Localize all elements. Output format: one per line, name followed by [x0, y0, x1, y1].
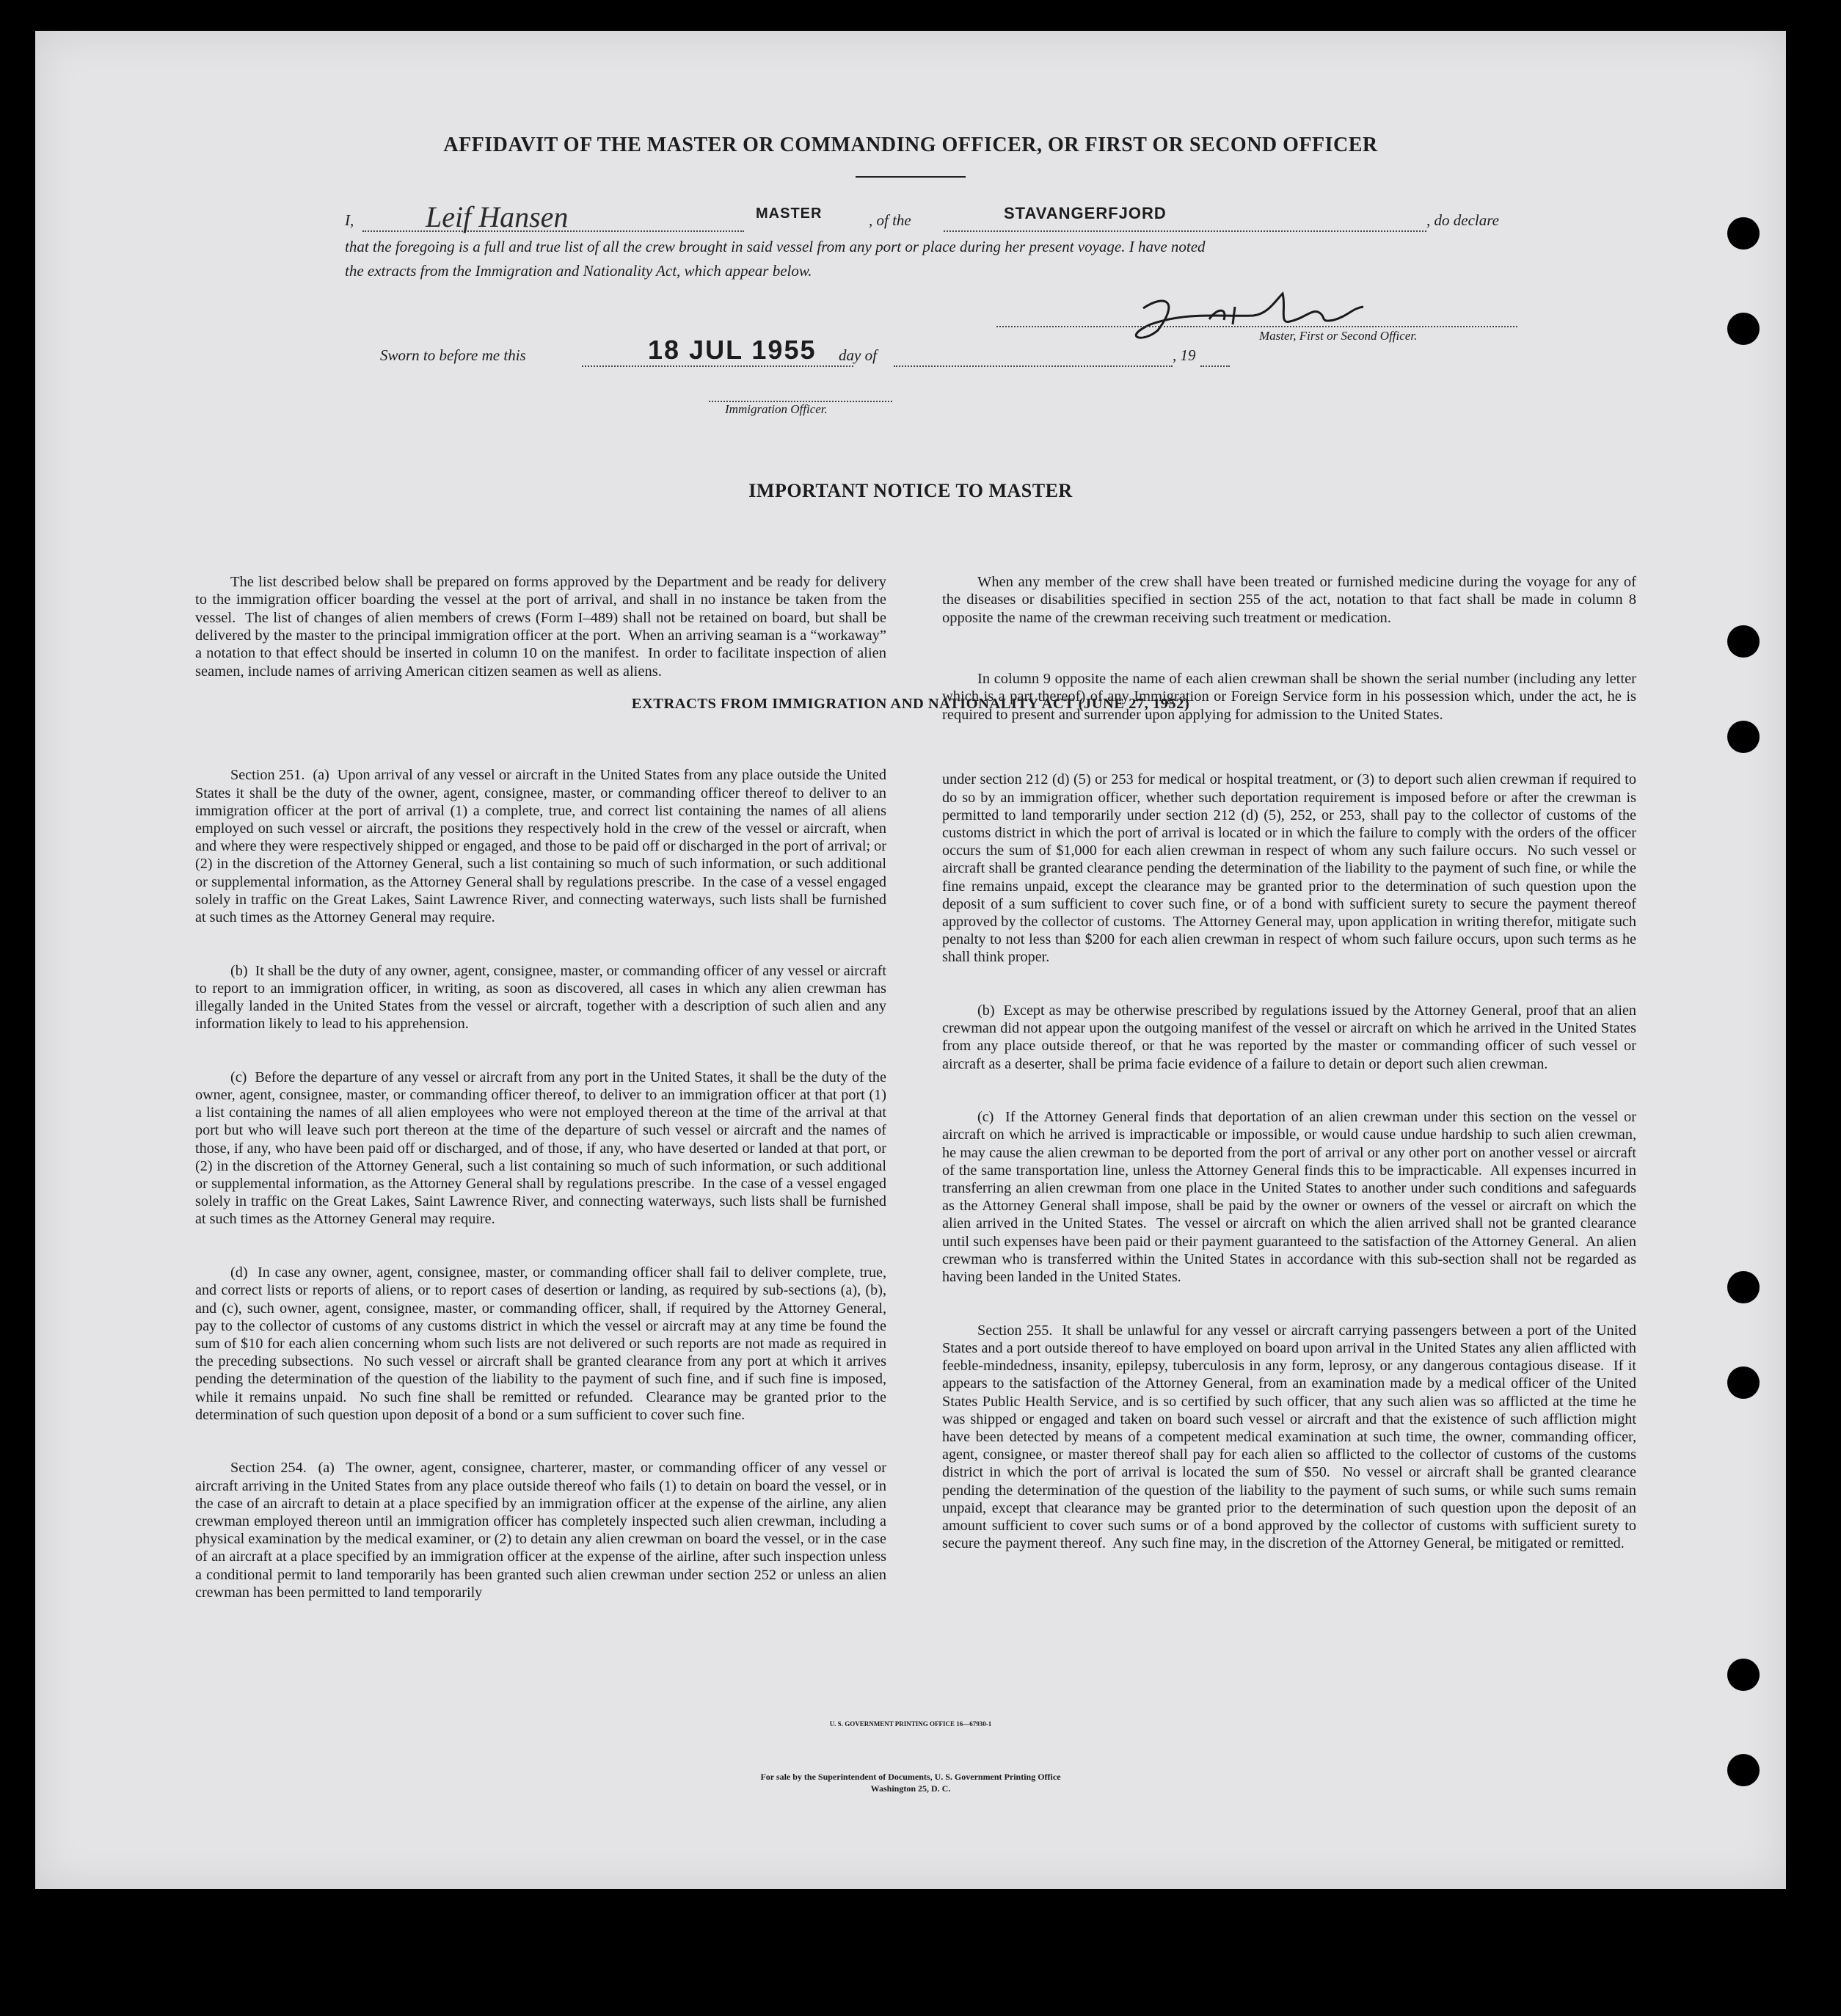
section-255: Section 255. It shall be unlawful for any vessel or aircraft carrying passengers between a port of the United States and a port outside thereof to have employed on board upon arrival in the United States any alien afflicted with feeble-mindedness, insanity, epilepsy, tuberculosis in any form, leprosy, or any dangerous contagious disease. If it appears to the satisfaction of the Attorney General, from an examination made by a medical officer of the United States Public Health Service, and is so certified by such officer, that any such alien was so afflicted at the time he was shipped or engaged and taken on board such vessel or aircraft and that the existence of such affliction might have been detected by means of a competent medical examination at such time, the owner, commanding officer, agent, consignee, or master thereof shall pay for each alien so afflicted to the collector of customs of the customs district in which the port of arrival is located the sum of $50. No vessel or aircraft shall be granted clearance pending the determination of the question of the liability to the payment of such sums, or while such sums remain unpaid, except that clearance may be granted prior to the determination of such question upon the deposit of an amount sufficient to cover such sums or of a bond approved by the collector of customs with sufficient surety to secure the payment thereof. Any such fine may, in the discretion of the Attorney General, be mitigated or remitted. — [942, 1322, 1641, 1552]
sale-line-1: For sale by the Superintendent of Documents, U. S. Government Printing Office — [760, 1772, 1061, 1782]
section-251-d: (d) In case any owner, agent, consignee, master, or commanding officer shall fail to deliver complete, true, and correct lists or reports of aliens, or to report cases of desertion or landing, as required by sub-sections (a), (b), and (c), such owner, agent, consignee, master, or commanding officer, shall, if required by the Attorney General, pay to the collector of customs of any customs district in which the vessel or aircraft may at any time be found the sum of $10 for each alien concerning whom such lists are not delivered or such reports are not made as required in the preceding subsections. No such vessel or aircraft shall be granted clearance from any port at which it arrives pending the determination of the question of the liability to the payment of such fine, and if such fine is imposed, while it remains unpaid. No such fine shall be remitted or refunded. Clearance may be granted prior to the determination of such question upon deposit of a bond or a sum sufficient to cover such fine. — [195, 1264, 891, 1423]
affidavit-title: AFFIDAVIT OF THE MASTER OR COMMANDING OFFICER, OR FIRST OR SECOND OFFICER — [443, 134, 1378, 156]
sworn-date-line — [582, 365, 853, 367]
date-stamp: 18 JUL 1955 — [648, 335, 817, 365]
punch-hole — [1727, 1754, 1760, 1786]
section-251-b: (b) It shall be the duty of any owner, agent, consignee, master, or commanding officer of any vessel or aircraft to report to an immigration officer, in writing, as soon as discovered, all cases in which any alien crewman has illegally landed in the United States from the vessel or aircraft, together with a description of such alien and any information likely to lead to his apprehension. — [195, 962, 891, 1033]
day-of-label: day of — [839, 346, 877, 364]
declaration-prefix: I, — [345, 211, 354, 229]
punch-hole — [1727, 1271, 1760, 1303]
notice-left-column — [195, 537, 891, 716]
year-line — [1200, 365, 1230, 367]
printing-office-line: U. S. GOVERNMENT PRINTING OFFICE 16—67930-1 — [829, 1720, 992, 1728]
rank-typed: MASTER — [756, 205, 823, 222]
month-line — [894, 365, 1173, 367]
officer-caption: Immigration Officer. — [725, 402, 828, 416]
signature-caption: Master, First or Second Officer. — [1259, 329, 1418, 343]
vessel-name-typed: STAVANGERFJORD — [1004, 204, 1167, 222]
punch-hole — [1727, 721, 1760, 753]
section-251-a: Section 251. (a) Upon arrival of any vessel or aircraft in the United States from any place outside the United States it shall be the duty of the owner, agent, consignee, master, or commanding officer thereof to deliver to an immigration officer at the port of arrival (1) a complete, true, and correct list containing the names of all aliens employed on such vessel or aircraft, the positions they respectively hold in the crew of the vessel or aircraft, when and where they were respectively shipped or engaged, and those to be paid off or discharged in the port of arrival; or (2) in the discretion of the Attorney General, such a list containing so much of such information, or such additional or supplemental information, as the Attorney General shall by regulations prescribe. In the case of a vessel engaged solely in traffic on the Great Lakes, Saint Lawrence River, and connecting waterways, such lists shall be furnished at such times as the Attorney General may require. — [195, 767, 891, 926]
do-declare-label: , do declare — [1426, 211, 1499, 229]
punch-hole — [1727, 1367, 1760, 1399]
master-name-handwritten: Leif Hansen — [426, 200, 569, 233]
sworn-prefix: Sworn to before me this — [380, 346, 526, 364]
notice-title: IMPORTANT NOTICE TO MASTER — [748, 480, 1073, 501]
notice-right-paragraph-1: When any member of the crew shall have been treated or furnished medicine during the voyage for any of the diseases or disabilities specified in section 255 of the act, notation to that fact shall be made in column 8 opposite the name of the crewman receiving such treatment or medication. — [942, 573, 1641, 626]
punch-hole — [1727, 217, 1760, 250]
declaration-line-2: that the foregoing is a full and true list of all the crew brought in said vessel from any port or place during her present voyage. I have noted — [345, 238, 1206, 255]
section-254-b: (b) Except as may be otherwise prescribed by regulations issued by the Attorney General, proof that an alien crewman did not appear upon the outgoing manifest of the vessel or aircraft on which he arrived in the United States from any place outside thereof, or that he was reported by the master or commanding officer of such vessel or aircraft as a deserter, shall be prima facie evidence of a failure to detain or deport such alien crewman. — [942, 1002, 1641, 1072]
document-page — [35, 31, 1786, 1889]
section-251-c: (c) Before the departure of any vessel or aircraft from any port in the United States, it shall be the duty of the owner, agent, consignee, master, or commanding officer thereof, to deliver to an immigration officer at that port (1) a list containing the names of all alien employees who were not employed thereon at the time of the arrival at that port but who will leave such port thereon at the time of the departure of such vessel or aircraft and the names of those, if any, who have been paid off or discharged, and of those, if any, who have deserted or landed at that port, or (2) in the discretion of the Attorney General, such a list containing so much of such information, or such additional or supplemental information, as the Attorney General shall by regulations prescribe. In the case of a vessel engaged solely in traffic on the Great Lakes, Saint Lawrence River, and connecting waterways, such lists shall be furnished at such times as the Attorney General may require. — [195, 1069, 891, 1228]
sale-line-2: Washington 25, D. C. — [870, 1783, 951, 1794]
section-254-c: (c) If the Attorney General finds that deportation of an alien crewman under this section on the vessel or aircraft on which he arrived is impracticable or impossible, or would cause undue hardship to such alien crewman, he may cause the alien crewman to be deported from the port of arrival or any other port on another vessel or aircraft of the same transportation line, unless the Attorney General finds this to be impracticable. All expenses incurred in transferring an alien crewman from one place in the United States to another under such conditions and safeguards as the Attorney General shall impose, shall be paid by the owner or owners of the vessel or aircraft on which the alien arrived in the United States. The vessel or aircraft on which the alien arrived shall not be granted clearance until such expenses have been paid or their payment guaranteed to the satisfaction of the Attorney General. An alien crewman who is transferred within the United States in accordance with this sub-section shall not be regarded as having been landed in the United States. — [942, 1109, 1641, 1286]
extracts-left-column — [195, 731, 891, 1637]
section-254-a: Section 254. (a) The owner, agent, consignee, charterer, master, or commanding officer of any vessel or aircraft arriving in the United States from any place outside thereof who fails (1) to detain on board the vessel, or in the case of an aircraft to detain at a place specified by an immigration officer at the expense of the airline, any alien crewman employed thereon until an immigration officer has completely inspected such alien crewman, including a physical examination by the medical examiner, or (2) to detain any alien crewman on board the vessel, or in the case of an aircraft at a place specified by an immigration officer at the expense of the airline, after such inspection unless a conditional permit to land temporarily has been granted such alien crewman under section 252 or unless an alien crewman has been permitted to land temporarily — [195, 1460, 891, 1601]
section-254-a-continued: under section 212 (d) (5) or 253 for medical or hospital treatment, or (3) to deport such alien crewman if required to do so by an immigration officer, whether such deportation requirement is imposed before or after the crewman is permitted to land temporarily under section 212 (d) (5), 252, or 253, shall pay to the collector of customs of the customs district in which the port of arrival is located or in which the failure to comply with the orders of the officer occurs the sum of $1,000 for each alien crewman in respect of whom any such failure occurs. No such vessel or aircraft shall be granted clearance pending the determination of the liability to the payment of such fine, or while the fine remains unpaid, except the clearance may be granted prior to the determination of such question upon the deposit of a sum sufficient to cover such fine, or of a bond with sufficient surety to secure the payment thereof approved by the collector of customs. The Attorney General may, upon application in writing therefor, mitigate such penalty to not less than $200 for each alien crewman in respect of whom such failure occurs, upon such terms as he shall think proper. — [942, 771, 1641, 966]
of-the-label: , of the — [869, 211, 911, 229]
vessel-line — [944, 230, 1426, 232]
notice-right-column — [942, 537, 1641, 760]
notice-left-paragraph: The list described below shall be prepared on forms approved by the Department and be ready for delivery to the immigration officer boarding the vessel at the port of arrival, and shall in no instance be taken from the vessel. The list of changes of alien members of crews (Form I–489) shall not be retained on board, but shall be delivered by the master to the principal immigration officer at the port. When an arriving seaman is a “workaway” a notation to that effect should be inserted in column 10 on the manifest. In order to facilitate inspection of alien seamen, include names of arriving American citizen seamen as well as aliens. — [195, 573, 891, 680]
signature-line — [996, 326, 1517, 327]
punch-hole — [1727, 625, 1760, 658]
extracts-title: EXTRACTS FROM IMMIGRATION AND NATIONALITY ACT (JUNE 27, 1952) — [631, 696, 1190, 712]
punch-hole — [1727, 1659, 1760, 1691]
title-divider — [856, 176, 966, 178]
punch-hole — [1727, 313, 1760, 345]
notice-right-paragraph-2: In column 9 opposite the name of each alien crewman shall be shown the serial number (including any letter which is a part thereof) of any Immigration or Foreign Service form in his possession which, under the act, he is required to present and surrender upon applying for admission to the United States. — [942, 670, 1641, 723]
year-prefix: , 19 — [1173, 346, 1196, 364]
extracts-right-column — [942, 735, 1641, 1588]
declaration-line-3: the extracts from the Immigration and Nationality Act, which appear below. — [345, 262, 812, 280]
